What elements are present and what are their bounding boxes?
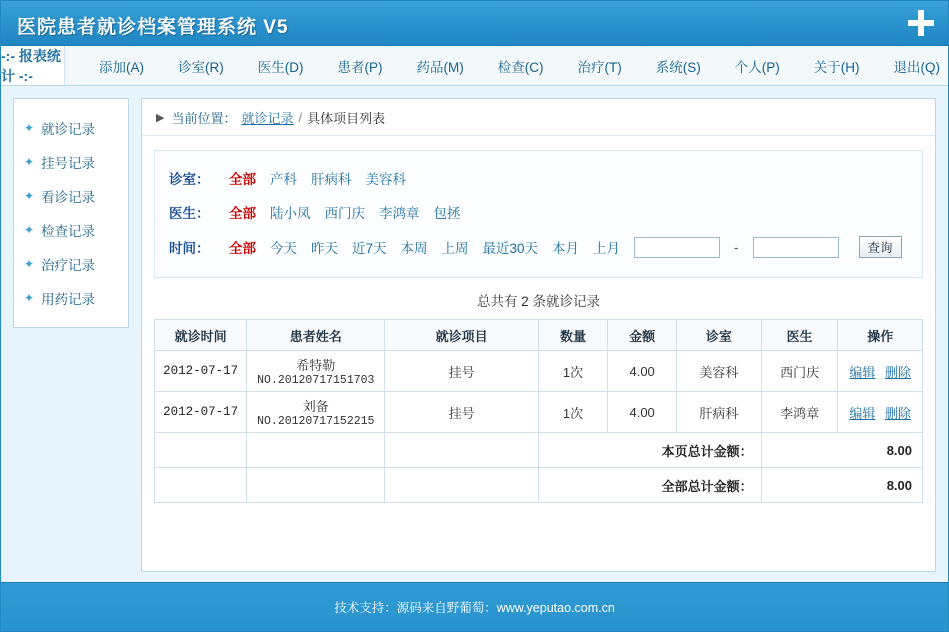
sidebar-item-label: 看诊记录 bbox=[41, 190, 96, 205]
menu-item-medicine[interactable]: 药品(M) bbox=[416, 59, 464, 75]
filter-time-lastweek[interactable]: 上周 bbox=[441, 241, 469, 256]
column-header-item[interactable]: 就诊项目 bbox=[385, 320, 539, 351]
menu-item-add[interactable]: 添加(A) bbox=[99, 59, 144, 75]
sidebar-item-label: 用药记录 bbox=[41, 292, 96, 307]
result-grid-wrapper bbox=[154, 319, 923, 503]
menu-item-system[interactable]: 系统(S) bbox=[655, 59, 701, 75]
empty-cell bbox=[247, 468, 385, 503]
cell-doctor: 西门庆 bbox=[761, 351, 838, 392]
patient-name: 希特勒 bbox=[296, 358, 336, 373]
filter-doctor-baozheng[interactable]: 包拯 bbox=[433, 206, 461, 221]
app-title: 医院患者就诊档案管理系统 V5 bbox=[17, 17, 289, 38]
query-button[interactable]: 查询 bbox=[859, 236, 902, 258]
filter-panel bbox=[154, 150, 923, 278]
star-icon: ✦ bbox=[24, 189, 35, 203]
date-to-input[interactable] bbox=[753, 237, 839, 258]
table-row bbox=[155, 392, 923, 433]
column-header-operation[interactable]: 操作 bbox=[838, 320, 923, 351]
filter-time-today[interactable]: 今天 bbox=[270, 241, 297, 256]
all-total-value: 8.00 bbox=[761, 468, 922, 503]
star-icon: ✦ bbox=[24, 121, 35, 135]
table-header-row bbox=[155, 320, 923, 351]
cell-patient bbox=[247, 351, 385, 392]
column-header-quantity[interactable]: 数量 bbox=[538, 320, 607, 351]
sidebar-item-treatment-records[interactable] bbox=[14, 247, 128, 281]
patient-name: 刘备 bbox=[302, 399, 329, 414]
filter-time-thismonth[interactable]: 本月 bbox=[552, 241, 580, 256]
delete-link[interactable]: 删除 bbox=[885, 405, 912, 421]
filter-room-cosmetology[interactable]: 美容科 bbox=[365, 172, 406, 187]
sidebar-item-medication-records[interactable] bbox=[14, 281, 128, 315]
menu-item-room[interactable]: 诊室(R) bbox=[178, 59, 224, 75]
edit-link[interactable]: 编辑 bbox=[849, 405, 876, 421]
menu-item-treatment[interactable]: 治疗(T) bbox=[577, 59, 622, 75]
module-tab-report[interactable]: -:- 报表统计 -:- bbox=[1, 46, 65, 85]
sidebar-item-consultation-records[interactable] bbox=[14, 179, 128, 213]
filter-row-doctor bbox=[169, 195, 908, 229]
column-header-doctor[interactable]: 医生 bbox=[761, 320, 838, 351]
cell-room: 美容科 bbox=[677, 351, 761, 392]
filter-time-last30days[interactable]: 最近30天 bbox=[482, 241, 539, 256]
filter-doctor-luxiaofeng[interactable]: 陆小凤 bbox=[270, 206, 311, 221]
edit-link[interactable]: 编辑 bbox=[849, 364, 876, 380]
triangle-right-icon: ▶ bbox=[156, 111, 165, 124]
menu-item-check[interactable]: 检查(C) bbox=[497, 59, 544, 75]
sidebar-item-examination-records[interactable] bbox=[14, 213, 128, 247]
star-icon: ✦ bbox=[24, 223, 35, 237]
content-panel bbox=[141, 98, 936, 572]
empty-cell bbox=[155, 433, 247, 468]
cell-quantity: 1次 bbox=[538, 392, 607, 433]
empty-cell bbox=[247, 433, 385, 468]
menu-item-exit[interactable]: 退出(Q) bbox=[893, 59, 940, 75]
filter-room-hepatology[interactable]: 肝病科 bbox=[311, 172, 352, 187]
footer-bar bbox=[1, 582, 948, 631]
date-range-dash: - bbox=[734, 239, 739, 255]
sidebar-item-visit-records[interactable] bbox=[14, 111, 128, 145]
column-header-time[interactable]: 就诊时间 bbox=[155, 320, 247, 351]
filter-label-time: 时间： bbox=[169, 241, 210, 256]
cell-amount: 4.00 bbox=[608, 392, 677, 433]
cell-time: 2012-07-17 bbox=[155, 351, 247, 392]
page-total-value: 8.00 bbox=[761, 433, 922, 468]
column-header-patient[interactable]: 患者姓名 bbox=[247, 320, 385, 351]
body-area bbox=[1, 86, 948, 584]
cell-quantity: 1次 bbox=[538, 351, 607, 392]
menu-item-personal[interactable]: 个人(P) bbox=[734, 59, 780, 75]
star-icon: ✦ bbox=[24, 155, 35, 169]
cell-patient bbox=[247, 392, 385, 433]
cell-room: 肝病科 bbox=[677, 392, 761, 433]
sidebar-item-label: 治疗记录 bbox=[41, 258, 96, 273]
menu-item-patient[interactable]: 患者(P) bbox=[337, 59, 383, 75]
filter-doctor-lihongzhang[interactable]: 李鸿章 bbox=[379, 206, 420, 221]
cell-operation bbox=[838, 351, 923, 392]
filter-time-lastmonth[interactable]: 上月 bbox=[593, 241, 621, 256]
sidebar-item-label: 就诊记录 bbox=[41, 122, 96, 137]
sidebar-item-registration-records[interactable] bbox=[14, 145, 128, 179]
filter-time-all[interactable]: 全部 bbox=[229, 241, 256, 256]
cell-item: 挂号 bbox=[385, 392, 539, 433]
breadcrumb bbox=[142, 99, 935, 136]
column-header-amount[interactable]: 金额 bbox=[608, 320, 677, 351]
filter-row-room bbox=[169, 161, 908, 195]
breadcrumb-current: 具体项目列表 bbox=[307, 110, 386, 126]
empty-cell bbox=[385, 433, 539, 468]
breadcrumb-separator: / bbox=[298, 109, 303, 125]
delete-link[interactable]: 删除 bbox=[885, 364, 912, 380]
filter-room-all[interactable]: 全部 bbox=[229, 172, 256, 187]
cell-operation bbox=[838, 392, 923, 433]
filter-time-yesterday[interactable]: 昨天 bbox=[311, 241, 338, 256]
menu-item-list bbox=[65, 46, 948, 85]
menu-item-doctor[interactable]: 医生(D) bbox=[257, 59, 304, 75]
cell-doctor: 李鸿章 bbox=[761, 392, 838, 433]
page-total-row bbox=[155, 433, 923, 468]
empty-cell bbox=[155, 468, 247, 503]
filter-row-time bbox=[169, 229, 908, 265]
menu-item-about[interactable]: 关于(H) bbox=[813, 59, 860, 75]
cell-amount: 4.00 bbox=[608, 351, 677, 392]
sidebar-item-label: 检查记录 bbox=[41, 224, 96, 239]
table-row bbox=[155, 351, 923, 392]
filter-label-room: 诊室： bbox=[169, 172, 210, 187]
patient-number: NO.20120717151703 bbox=[257, 374, 375, 387]
result-summary: 总共有 2 条就诊记录 bbox=[476, 294, 600, 309]
visit-records-table bbox=[154, 319, 923, 503]
footer-text: 技术支持：源码来自野葡萄：www.yeputao.com.cn bbox=[334, 601, 615, 615]
menu-bar bbox=[1, 46, 948, 86]
filter-doctor-ximenqing[interactable]: 西门庆 bbox=[324, 206, 365, 221]
title-bar bbox=[1, 1, 948, 46]
all-total-row bbox=[155, 468, 923, 503]
breadcrumb-label: 当前位置： bbox=[171, 110, 237, 126]
filter-time-thisweek[interactable]: 本周 bbox=[400, 241, 428, 256]
sidebar-item-label: 挂号记录 bbox=[41, 156, 96, 171]
filter-doctor-all[interactable]: 全部 bbox=[229, 206, 256, 221]
date-from-input[interactable] bbox=[634, 237, 720, 258]
column-header-room[interactable]: 诊室 bbox=[677, 320, 761, 351]
filter-room-obstetrics[interactable]: 产科 bbox=[270, 172, 297, 187]
breadcrumb-link-visit-records[interactable]: 就诊记录 bbox=[241, 110, 294, 126]
empty-cell bbox=[385, 468, 539, 503]
cell-item: 挂号 bbox=[385, 351, 539, 392]
filter-label-doctor: 医生： bbox=[169, 206, 210, 221]
cell-time: 2012-07-17 bbox=[155, 392, 247, 433]
patient-number: NO.20120717152215 bbox=[257, 415, 375, 428]
star-icon: ✦ bbox=[24, 291, 35, 305]
star-icon: ✦ bbox=[24, 257, 35, 271]
all-total-label: 全部总计金额： bbox=[538, 468, 761, 503]
sidebar bbox=[13, 98, 129, 328]
plus-icon[interactable] bbox=[908, 10, 934, 36]
filter-time-last7days[interactable]: 近7天 bbox=[352, 241, 387, 256]
page-total-label: 本页总计金额： bbox=[538, 433, 761, 468]
